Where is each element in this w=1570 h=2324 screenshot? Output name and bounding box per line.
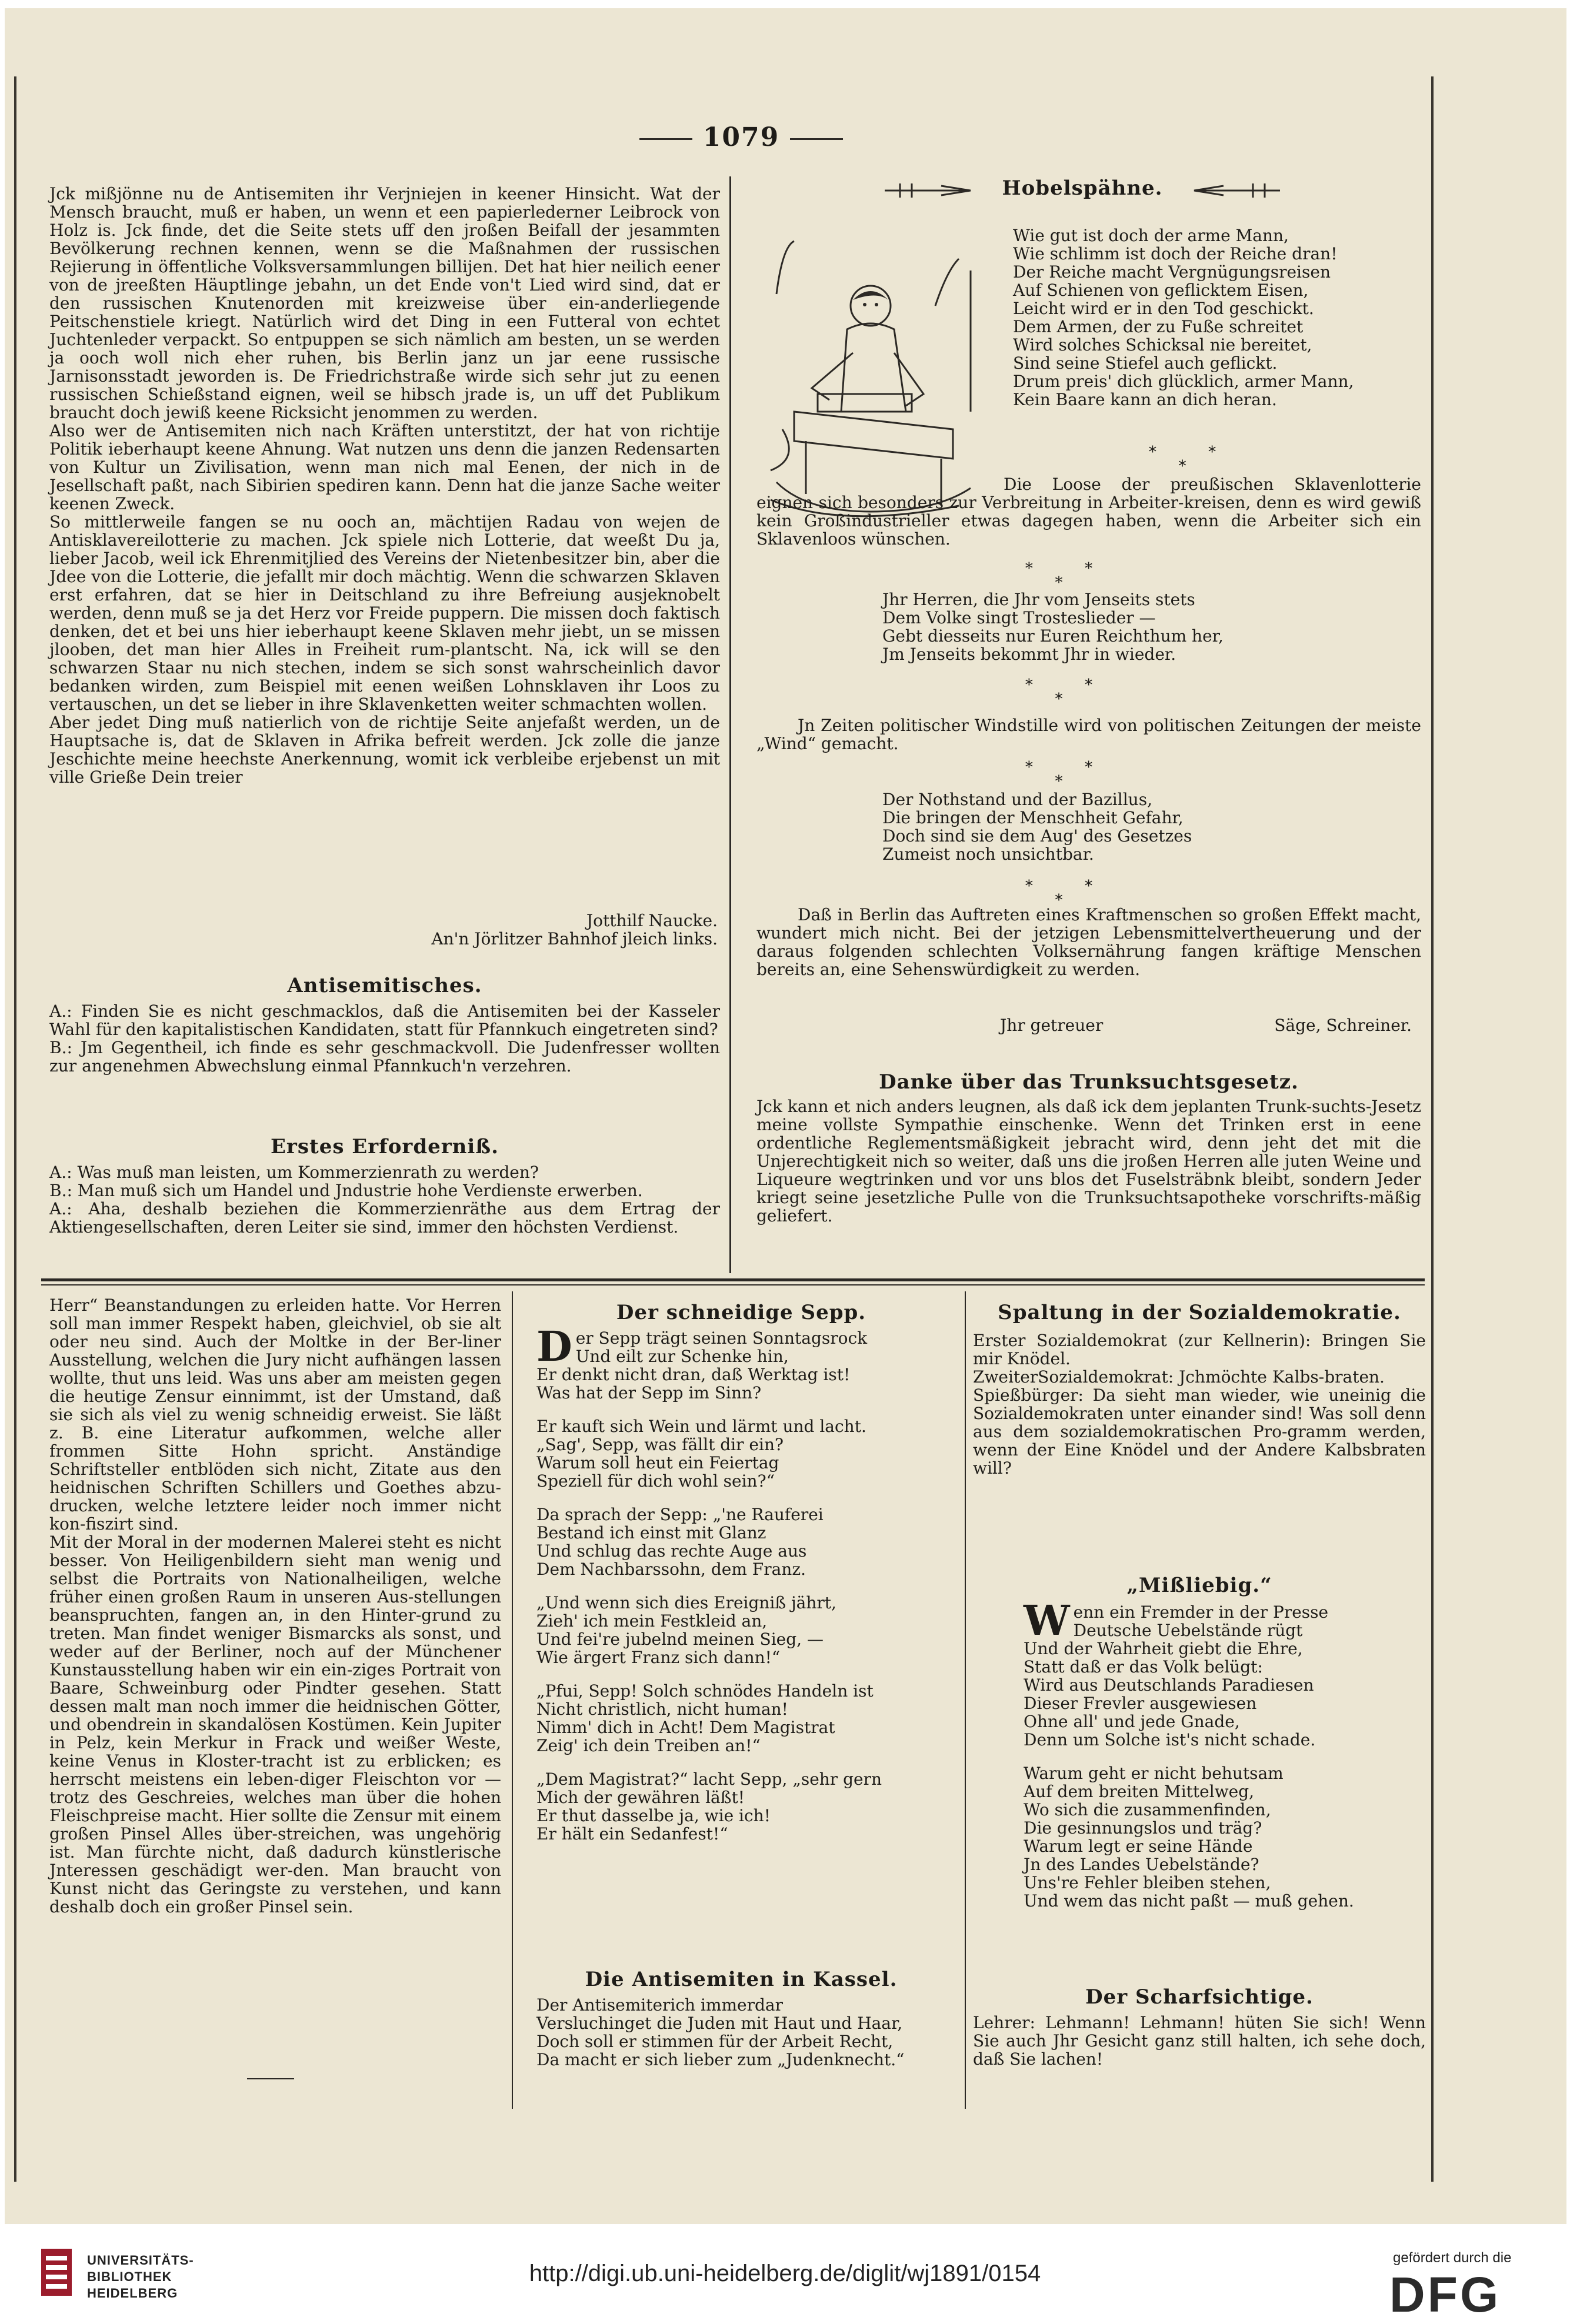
misslieb-verse-1-text: enn ein Fremder in der Presse Deutsche Uebelstände rügt Und der Wahrheit giebt die Ehre, Statt daß er das Volk belügt: Wird aus Deutschlands Paradiesen Dieser Frevler ausgewiesen Ohne all' und jede Gnade, Denn um Solche ist's nicht schade. bbox=[1024, 1602, 1329, 1749]
kassel-poem: Der Antisemiterich immerdar Versluchinget die Juden mit Haut und Haar, Doch soll er stimmen für der Arbeit Recht, Da macht er sich lieber zum „Judenknecht.“ bbox=[536, 1995, 905, 2069]
source-url-link[interactable]: http://digi.ub.uni-heidelberg.de/diglit/wj1891/0154 bbox=[529, 2260, 1041, 2286]
dfg-logo: DFG bbox=[1389, 2267, 1501, 2322]
hobel-prose-1: Die Loose der preußischen Sklavenlotterie eignen sich besonders zur Verbreitung in Arbeiter-kreisen, denn es wird gewiß kein Großindustrieller etwas dagegen haben, wenn die Arbeiter sich ein Sklavenloos wünschen. bbox=[756, 475, 1421, 549]
end-rule bbox=[247, 2078, 294, 2079]
hobel-poem-3: Der Nothstand und der Bazillus, Die bringen der Menschheit Gefahr, Doch sind sie dem Aug' des Gesetzes Zumeist noch unsichtbar. bbox=[882, 790, 1192, 864]
separator-star: * bbox=[1055, 690, 1086, 708]
sepp-verse-3: Da sprach der Sepp: „'ne Rauferei Bestand ich einst mit Glanz Und schlug das rechte Auge aus Dem Nachbarssohn, dem Franz. bbox=[536, 1505, 824, 1579]
university-logo-icon bbox=[40, 2248, 73, 2297]
letter-signature-name: Jotthilf Naucke. bbox=[586, 911, 718, 930]
hobel-prose-2: Jn Zeiten politischer Windstille wird von politischen Zeitungen der meiste „Wind“ gemacht. bbox=[756, 716, 1421, 753]
separator-stars: * * bbox=[1025, 877, 1116, 895]
separator-star: * bbox=[1055, 891, 1086, 909]
sepp-poem bbox=[536, 1322, 960, 1844]
misslieb-poem bbox=[1024, 1596, 1424, 1911]
misslieb-dropcap: W bbox=[1024, 1596, 1070, 1645]
misslieb-verse-2: Warum geht er nicht behutsam Auf dem breiten Mittelweg, Wo sich die zusammenfinden, Die gesinnungslos und träg? Warum legt er seine Hände Jn des Landes Uebelstände? Uns're Fehler bleiben stehen, Und wem das nicht paßt — muß gehen. bbox=[1024, 1764, 1354, 1911]
separator-stars: * * bbox=[1025, 560, 1116, 577]
danke-body: Jck kann et nich anders leugnen, als daß ick dem jeplanten Trunk-suchts-Jesetz meine vollste Sympathie einschenke. Wenn det Trinken erst in eene ordentliche Reglementsmäßigkeit jebracht wird, denn jeht det mit die Unjerechtigkeit nich so weiter, daß uns die jroßen Herren alle juten Weine und Liqueure wegtrinken und vor uns blos det Fuselsträbnk bleibt, sondern Jeder kriegt seine jesetzliche Pulle von die Trunksuchtsapotheke vorschrifts-mäßig geliefert. bbox=[756, 1097, 1421, 1226]
sepp-verse-4: „Und wenn sich dies Ereigniß jährt, Zieh' ich mein Festkleid an, Und fei're jubelnd meinen Sieg, — Wie ärgert Franz sich dann!“ bbox=[536, 1593, 836, 1667]
danke-title: Danke über das Trunksuchtsgesetz. bbox=[879, 1070, 1299, 1094]
letter-body: Jck mißjönne nu de Antisemiten ihr Verjniejen in keener Hinsicht. Wat der Mensch braucht, muß er haben, un wenn et een papierlederner Leibrock von Holz is. Jck finde, det die Seite stets uff den jroßen Beifall der jesammten Bevölkerung rechnen kennen, wenn se die Maßnahmen der russischen Rejierung in öffentliche Volksversammlungen billijen. Det hat hier neilich eener von de jreeßten Häuptlinge jebahn, un det Ende von't Lied wird sind, dat er den russischen Knutenorden mit kreizweise über ein-anderliegende Peitschenstiele kriegt. Natürlich wird det Ding in een Futteral von echtet Juchtenleder verpackt. So entpuppen se sich nämlich am besten, un se werden ja ooch woll nich eher ruhen, bis Berlin janz un jar eene russische Jarnisonsstadt jeworden is. De Friedrichstraße wirde sich sehr jut zu eenen russischen Schießstand eignen, weil se hibsch jrade is, un uff det Publikum braucht doch jewiß keene Ricksicht jenommen zu werden. Also wer de Antisemiten nich nach Kräften unterstitzt, der hat von richtije Politik ieberhaupt keene Ahnung. Wat nutzen uns denn die janzen Redensarten von Kultur un Zivilisation, wenn man nich mal Eenen, der nich in de Jesellschaft paßt, nach Sibirien spediren kann. Denn hat die janze Sache weiter keenen Zweck. So mittlerweile fangen se nu ooch an, mächtijen Radau von wejen de Antisklavereilotterie zu machen. Jck spiele nich Lotterie, dat weeßt Du ja, lieber Jacob, weil ick Ehrenmitjlied des Vereins der Nietenbesitzer bin, aber die Jdee von die Lotterie, die jefallt mir doch mächtig. Wenn die schwarzen Sklaven erst erfahren, dat se hier in Deitschland zu ihre Befreiung ausjeknobelt werden, denn muß se ja det Herz vor Freide puppern. Die missen doch faktisch denken, det et bei uns hier ieberhaupt keene Sklaven mehr jiebt, un se missen jlooben, det man hier Alles in Freiheit rum-plantscht. Na, ick will se den schwarzen Staar nu nich stechen, indem se sich sonst wahrscheinlich davor bedanken wirden, zum Beispiel mit eenen weißen Lohnsklaven ihr Loos zu vertauschen, un det se lieber in ihre Sklavenketten weiter schmachten wollen. Aber jedet Ding muß natierlich von de richtije Seite anjefaßt werden, un de Hauptsache is, dat de Sklaven in Afrika befreit werden. Jck zolle die janze Jeschichte meine heechste Anerkennung, womit ick verbleibe erjebenst un mit ville Grieße Dein treier bbox=[49, 184, 720, 787]
hobel-signature-left: Jhr getreuer bbox=[1000, 1016, 1104, 1035]
column-divider bbox=[965, 1291, 966, 2109]
separator-stars: * * bbox=[1148, 443, 1240, 461]
hobelspaehne-title: Hobelspähne. bbox=[1002, 176, 1163, 200]
separator-stars: * * bbox=[1025, 759, 1116, 776]
sepp-verse-1-text: er Sepp trägt seinen Sonntagsrock Und eilt zur Schenke hin, Er denkt nicht dran, daß Werktag ist! Was hat der Sepp im Sinn? bbox=[536, 1328, 868, 1403]
antisemitisches-body: A.: Finden Sie es nicht geschmacklos, daß die Antisemiten bei der Kasseler Wahl für den kapitalistischen Kandidaten, statt für Pfannkuch eingetreten sind? B.: Jm Gegentheil, ich finde es sehr geschmackvoll. Die Judenfresser wollten zur angenehmen Abwechslung einmal Pfannkuch'n verzehren. bbox=[49, 1001, 720, 1076]
sepp-dropcap: D bbox=[536, 1322, 572, 1371]
horizontal-rule bbox=[41, 1278, 1425, 1281]
letter-signature-place: An'n Jörlitzer Bahnhof jleich links. bbox=[431, 929, 718, 949]
column-divider bbox=[729, 176, 731, 1273]
spaltung-title: Spaltung in der Sozialdemokratie. bbox=[998, 1301, 1401, 1324]
hobel-signature-right: Säge, Schreiner. bbox=[1274, 1016, 1412, 1035]
zensur-body: Herr“ Beanstandungen zu erleiden hatte. Vor Herren soll man immer Respekt haben, gleichviel, ob sie alt oder neu sind. Auch der Moltke in der Ber-liner Ausstellung, welchen die Jury nicht aufhängen lassen wollte, thut uns leid. Was uns aber am meisten gegen die heutige Zensur einnimmt, ist der Umstand, daß sie sich als viel zu wenig schneidig erweist. Sie läßt z. B. eine Literatur aufkommen, welche aller frommen Sitte Hohn spricht. Anständige Schriftsteller entblöden sich nicht, Zitate aus den heidnischen Schriften Schillers und Goethes abzu-drucken, welche letztere leider noch immer nicht kon-fiszirt sind. Mit der Moral in der modernen Malerei steht es nicht besser. Von Heiligenbildern sieht man wenig und selbst die Portraits von Nationalheiligen, welche früher einen großen Raum in unseren Aus-stellungen beanspruchten, fangen an, in den Hinter-grund zu treten. Man findet weniger Bismarcks als sonst, und weder auf der Berliner, noch auf der Münchener Kunstausstellung haben wir ein ein-ziges Portrait von Baare, Schweinburg oder Pindter gesehen. Statt dessen malt man noch immer die heidnischen Götter, und obendrein in skandalösen Kostümen. Kein Jupiter in Pelz, kein Merkur in Frack und weißer Weste, keine Venus in Kloster-tracht ist zu erblicken; es herrscht meistens ein leben-diger Fleischton vor — trotz des Geschreies, welches man über die hohen Fleischpreise macht. Hier sollte die Zensur mit einem großen Pinsel Alles über-streichen, was ungehörig ist. Man fürchte nicht, daß dadurch künstlerische Jnteressen geschädigt wer-den. Man braucht von Kunst nicht das Geringste zu verstehen, und kann deshalb doch ein großer Pinsel sein. bbox=[49, 1295, 501, 1916]
kassel-title: Die Antisemiten in Kassel. bbox=[585, 1968, 898, 1991]
scharf-body: Lehrer: Lehmann! Lehmann! hüten Sie sich! Wenn Sie auch Jhr Gesicht ganz still halten, ich sehe doch, daß Sie lachen! bbox=[973, 2013, 1426, 2069]
hobel-poem-1: Wie gut ist doch der arme Mann, Wie schlimm ist doch der Reiche dran! Der Reiche macht Vergnügungsreisen Auf Schienen von geflicktem Eisen, Leicht wird er in den Tod geschickt. Dem Armen, der zu Fuße schreitet Wird solches Schicksal nie bereitet, Sind seine Stiefel auch geflickt. Drum preis' dich glücklich, armer Mann, Kein Baare kann an dich heran. bbox=[1013, 226, 1354, 409]
antisemitisches-title: Antisemitisches. bbox=[287, 974, 482, 997]
erforderniss-body: A.: Was muß man leisten, um Kommerzienrath zu werden? B.: Man muß sich um Handel und Jndustrie hohe Verdienste erwerben. A.: Aha, deshalb beziehen die Kommerzienräthe aus dem Ertrag der Aktiengesellschaften, deren Leiter sie sind, immer den höchsten Verdienst. bbox=[49, 1163, 720, 1237]
university-library-name: UNIVERSITÄTS- BIBLIOTHEK HEIDELBERG bbox=[87, 2253, 194, 2300]
separator-stars: * * bbox=[1025, 676, 1116, 694]
sepp-verse-6: „Dem Magistrat?“ lacht Sepp, „sehr gern Mich der gewähren läßt! Er thut dasselbe ja, wie ich! Er hält ein Sedanfest!“ bbox=[536, 1769, 882, 1844]
footer-bar bbox=[0, 2224, 1570, 2324]
column-divider bbox=[512, 1291, 513, 2109]
sepp-verse-1 bbox=[536, 1322, 960, 1403]
sepp-verse-5: „Pfui, Sepp! Solch schnödes Handeln ist Nicht christlich, nicht human! Nimm' dich in Acht! Dem Magistrat Zeig' ich dein Treiben an!“ bbox=[536, 1681, 874, 1755]
horizontal-rule-thin bbox=[41, 1284, 1425, 1285]
hobel-prose-3: Daß in Berlin das Auftreten eines Kraftmenschen so großen Effekt macht, wundert mich nicht. Bei der jetzigen Lebensmittelvertheuerung und der daraus folgenden schlechten Volksernährung fangen kräftige Menschen bereits an, eine Sehenswürdigkeit zu werden. bbox=[756, 905, 1421, 979]
separator-star: * bbox=[1178, 458, 1210, 475]
sepp-title: Der schneidige Sepp. bbox=[616, 1301, 866, 1324]
misslieb-title: „Mißliebig.“ bbox=[1126, 1574, 1272, 1597]
spaltung-body: Erster Sozialdemokrat (zur Kellnerin): Bringen Sie mir Knödel. ZweiterSozialdemokrat: Jchmöchte Kalbs-braten. Spießbürger: Da sieht man wieder, wie uneinig die Sozialdemokraten unter einander sind! Was soll denn aus dem sozialdemokratischen Pro-gramm werden, wenn der Eine Knödel und der Andere Kalbsbraten will? bbox=[973, 1331, 1426, 1478]
hobel-poem-2: Jhr Herren, die Jhr vom Jenseits stets Dem Volke singt Trosteslieder — Gebt diesseits nur Euren Reichthum her, Jm Jenseits bekommt Jhr in wieder. bbox=[882, 590, 1224, 664]
separator-star: * bbox=[1055, 773, 1086, 790]
scharf-title: Der Scharfsichtige. bbox=[1085, 1985, 1314, 2009]
erforderniss-title: Erstes Erforderniß. bbox=[271, 1135, 499, 1158]
sepp-verse-2: Er kauft sich Wein und lärmt und lacht. „Sag', Sepp, was fällt dir ein? Warum soll heut ein Feiertag Speziell für dich wohl sein?“ bbox=[536, 1417, 866, 1491]
separator-star: * bbox=[1055, 574, 1086, 592]
funding-note: gefördert durch die bbox=[1393, 2250, 1512, 2266]
misslieb-verse-1 bbox=[1024, 1596, 1424, 1749]
page-number: 1079 bbox=[612, 122, 871, 152]
